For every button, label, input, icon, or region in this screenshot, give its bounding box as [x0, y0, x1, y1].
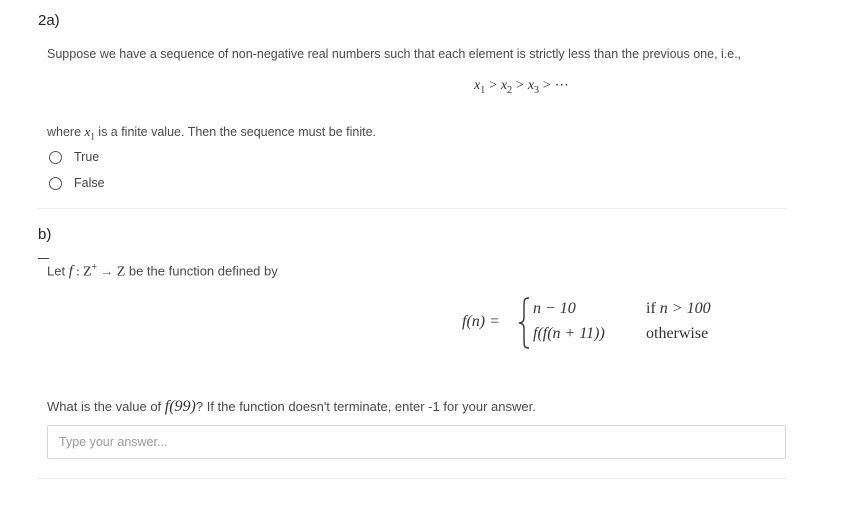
case-1-condition [646, 300, 711, 318]
condition-x: x [84, 124, 91, 139]
seq-x2: x [500, 78, 508, 93]
section-divider [38, 208, 786, 209]
seq-gt-3: > [542, 78, 551, 93]
case-2-expression: f(f(n + 11)) [533, 325, 605, 342]
question-2a-number: 2a) [38, 12, 60, 29]
question-prefix: What is the value of [47, 399, 165, 414]
intro-sup: + [91, 262, 98, 273]
radio-option-true[interactable] [49, 150, 99, 164]
intro-prefix: Let [47, 263, 69, 279]
radio-option-false[interactable] [49, 176, 105, 190]
seq-x3-sub: 3 [534, 84, 540, 96]
intro-suffix: be the function defined by [125, 263, 278, 279]
intro-codomain: Z [116, 264, 126, 280]
section-divider-bottom [38, 478, 786, 479]
answer-input[interactable] [47, 425, 786, 459]
seq-x2-sub: 2 [507, 84, 513, 96]
left-brace-icon [517, 296, 531, 350]
seq-gt-2: > [516, 78, 524, 93]
condition-x-sub: 1 [90, 131, 95, 142]
function-lhs: f(n) = [462, 313, 500, 330]
seq-x1-sub: 1 [480, 84, 486, 96]
seq-dots: ⋯ [554, 78, 569, 93]
question-2a-condition [47, 124, 376, 142]
seq-gt-1: > [489, 78, 498, 93]
question-2b-intro [47, 262, 278, 280]
case-1-expression: n − 10 [533, 300, 576, 317]
radio-label-true: True [74, 150, 100, 164]
condition-prefix: where [47, 125, 85, 139]
question-2a-prompt: Suppose we have a sequence of non-negative real numbers such that each element is strictly less than the previous one, i.e., [47, 47, 742, 61]
intro-arrow: → [97, 263, 117, 279]
condition-suffix: is a finite value. Then the sequence must be finite. [94, 125, 377, 139]
question-suffix: ? If the function doesn't terminate, enter -1 for your answer. [195, 399, 536, 414]
underline-mark [38, 258, 49, 259]
radio-circle-icon[interactable] [49, 151, 62, 164]
case-2-condition: otherwise [646, 325, 709, 342]
seq-x1: x [474, 78, 481, 93]
question-math: f(99) [164, 398, 196, 415]
question-2b-number: b) [38, 226, 52, 243]
radio-circle-icon[interactable] [49, 177, 62, 190]
sequence-expression [474, 76, 569, 96]
question-2b-question [47, 398, 536, 416]
case-1-if: if [646, 300, 660, 317]
intro-domain: Z [82, 264, 92, 280]
case-1-cond-math: n > 100 [659, 300, 711, 317]
intro-colon: : [72, 263, 83, 279]
intro-f: f [68, 263, 73, 280]
radio-label-false: False [74, 176, 105, 190]
seq-x3: x [527, 78, 535, 93]
